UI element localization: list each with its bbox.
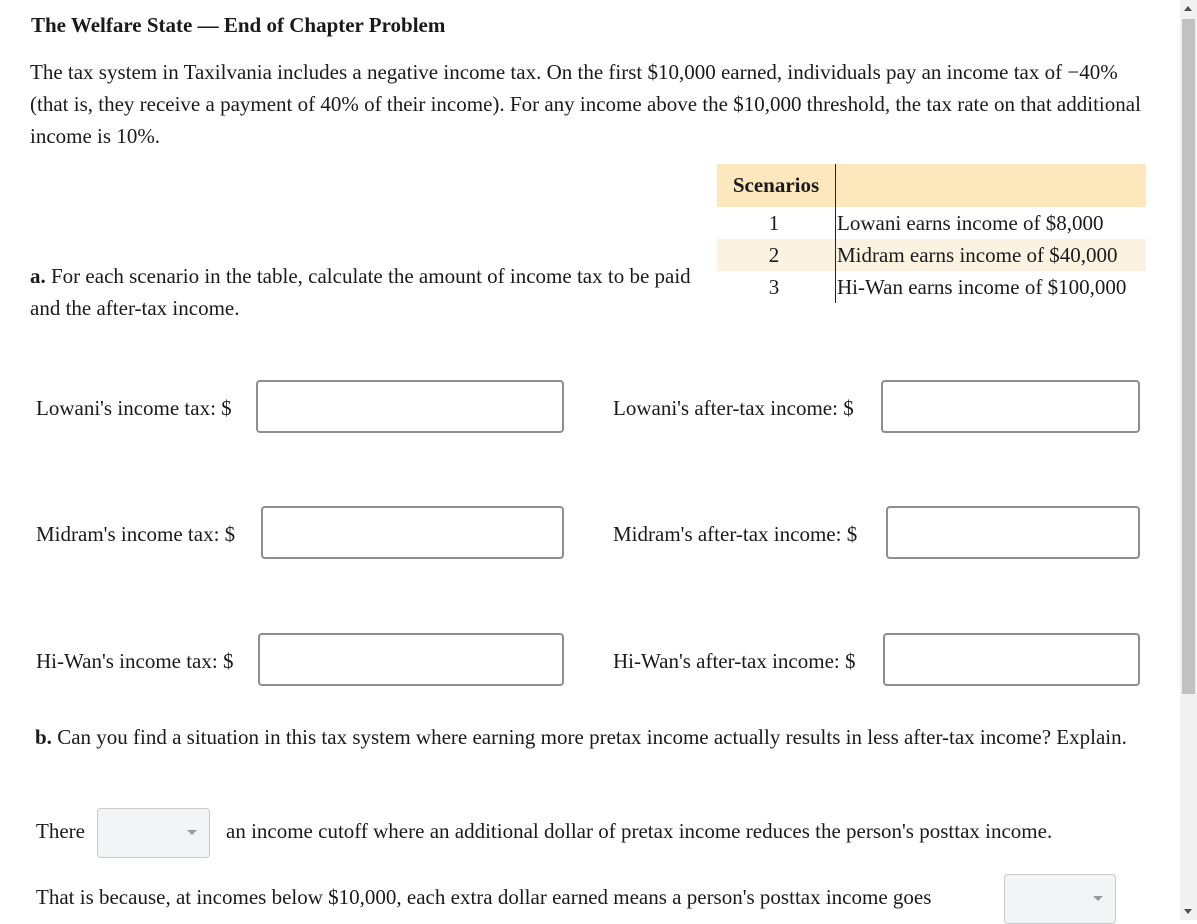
scrollbar-thumb[interactable] [1182, 19, 1195, 694]
hiwan-tax-input[interactable] [258, 633, 564, 686]
part-a-question [30, 260, 710, 324]
scenarios-table [717, 164, 1146, 303]
vertical-scrollbar[interactable] [1180, 0, 1197, 920]
is-isnot-dropdown[interactable] [97, 808, 210, 858]
midram-tax-input[interactable] [261, 506, 564, 559]
scenario-number: 3 [768, 275, 780, 299]
scenario-description: Midram earns income of $40,000 [836, 239, 1147, 271]
scroll-down-arrow-icon[interactable] [1184, 909, 1192, 914]
part-a-label: a. [30, 264, 46, 288]
hiwan-after-input[interactable] [883, 633, 1140, 686]
lowani-tax-label: Lowani's income tax: $ [36, 396, 232, 420]
table-row [717, 207, 1146, 239]
part-b-text: Can you find a situation in this tax system where earning more pretax income actually results in less after-tax income? Explain. [57, 725, 1127, 749]
scroll-up-arrow-icon[interactable] [1184, 6, 1192, 11]
sentence2-prefix: That is because, at incomes below $10,000, each extra dollar earned means a person's posttax income goes [36, 885, 932, 909]
lowani-after-label: Lowani's after-tax income: $ [613, 396, 854, 420]
table-row [717, 239, 1146, 271]
sentence1-prefix: There [36, 819, 85, 843]
part-b-label: b. [35, 725, 52, 749]
lowani-after-input[interactable] [881, 380, 1140, 433]
scenario-number: 1 [768, 211, 780, 235]
up-down-dropdown[interactable] [1004, 874, 1116, 924]
midram-after-label: Midram's after-tax income: $ [613, 522, 858, 546]
hiwan-after-label: Hi-Wan's after-tax income: $ [613, 649, 856, 673]
chevron-down-icon [187, 830, 197, 835]
scenario-description: Lowani earns income of $8,000 [836, 207, 1147, 239]
part-b-question [35, 721, 1135, 753]
scenarios-header-blank [836, 164, 1147, 207]
part-a-text: For each scenario in the table, calculate the amount of income tax to be paid and the after-tax income. [30, 264, 691, 320]
midram-tax-label: Midram's income tax: $ [36, 522, 236, 546]
midram-after-input[interactable] [886, 506, 1140, 559]
scenario-number: 2 [717, 239, 836, 271]
problem-intro: The tax system in Taxilvania includes a negative income tax. On the first $10,000 earned, individuals pay an income tax of −40% (that is, they receive a payment of 40% of their income). For any income above the $10,000 threshold, the tax rate on that additional income is 10%. [30, 60, 1141, 148]
table-row [717, 271, 1146, 303]
sentence1-suffix: an income cutoff where an additional dollar of pretax income reduces the person's posttax income. [226, 819, 1053, 843]
page-title: The Welfare State — End of Chapter Problem [31, 13, 446, 37]
hiwan-tax-label: Hi-Wan's income tax: $ [36, 649, 234, 673]
scenarios-header: Scenarios [717, 164, 836, 207]
lowani-tax-input[interactable] [256, 380, 564, 433]
chevron-down-icon [1093, 896, 1103, 901]
scenario-description: Hi-Wan earns income of $100,000 [836, 271, 1147, 303]
